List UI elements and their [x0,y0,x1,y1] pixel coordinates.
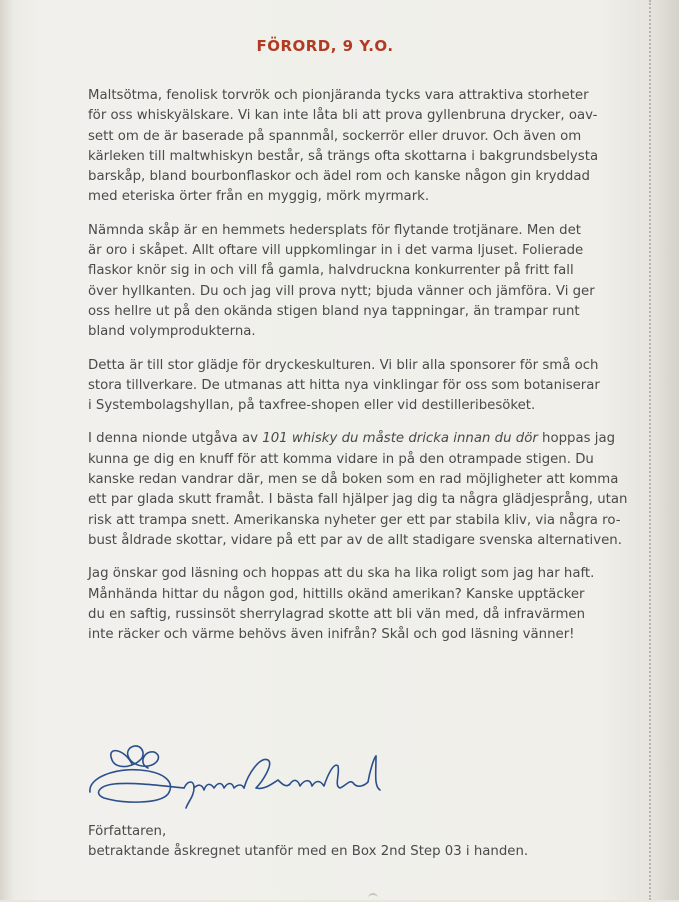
text-line: kunna ge dig en knuff för att komma vidare in på den otrampade stigen. Du [88,451,594,467]
author-label: Författaren, [88,824,167,839]
paragraph-4 [88,429,628,551]
book-title-italic: 101 whisky du måste dricka innan du dör [262,431,538,447]
page-bottom-mark [368,893,378,902]
signature-tail-stroke [376,756,380,790]
paragraph-5 [88,564,608,645]
text-line: du en saftig, russinsöt sherrylagrad skotte att bli vän med, då infravärmen [88,606,586,622]
text-line: bland volymprodukterna. [88,324,256,340]
text-line: för oss whiskyälskare. Vi kan inte låta bli att prova gyllenbruna drycker, oav- [88,108,598,124]
closing-signoff [88,822,628,862]
signature-surname-stroke [244,756,376,788]
paragraph-1 [88,86,608,208]
text-line: Detta är till stor glädje för dryckeskulturen. Vi blir alla sponsorer för små och [88,357,599,373]
text-line: i Systembolagshyllan, på taxfree-shopen eller vid destilleribesöket. [88,398,536,414]
signature-base-stroke [90,770,184,802]
text-line: inte räcker och värme behövs även inifrån? Skål och god läsning vänner! [88,627,575,643]
text-line: stora tillverkare. De utmanas att hitta nya vinklingar för oss som botaniserar [88,377,600,393]
foreword-body [88,86,628,658]
text-line: barskåp, bland bourbonflaskor och ädel rom och kanske någon gin kryddad [88,169,590,185]
signoff-line: betraktande åskregnet utanför med en Box 2nd Step 03 i handen. [88,844,529,859]
page-title: FÖRORD, 9 Y.O. [256,37,394,55]
text-line: risk att trampa snett. Amerikanska nyheter ger ett par stabila kliv, via några ro- [88,512,621,528]
text-line: Jag önskar god läsning och hoppas att du ska ha lika roligt som jag har haft. [88,566,595,582]
text-run: I denna nionde utgåva av [88,431,263,447]
text-line: Nämnda skåp är en hemmets hedersplats för flytande trotjänare. Men det [88,222,582,238]
text-line: med eteriska örter från en myggig, mörk myrmark. [88,189,430,205]
signature-loop-stroke [111,746,159,768]
text-line: kanske redan vandrar där, men se då boken som en rad möjligheter att komma [88,472,619,488]
paragraph-3 [88,356,608,417]
text-line: oss hellre ut på den okända stigen bland nya tappningar, än trampar runt [88,303,580,319]
author-signature [84,734,384,814]
text-line: ett par glada skutt framåt. I bästa fall hjälper jag dig ta några glädjesprång, utan [88,492,628,508]
text-run: hoppas jag [537,431,616,447]
signature-word-stroke [184,782,244,808]
text-line: Maltsötma, fenolisk torvrök och pionjäranda tycks vara attraktiva storheter [88,88,589,103]
text-line: flaskor knör sig in och vill få gamla, halvdruckna konkurrenter på fritt fall [88,263,574,279]
text-line: Månhända hittar du någon god, hittills okänd amerikan? Kanske upptäcker [88,586,585,602]
text-line [88,429,616,449]
text-line: bust åldrade skottar, vidare på ett par av de allt stadigare svenska alternativen. [88,532,622,548]
paragraph-2 [88,221,608,343]
text-line: är oro i skåpet. Allt oftare vill uppkomlingar in i det varma ljuset. Folierade [88,243,584,259]
text-line: över hyllkanten. Du och jag vill prova nytt; bjuda vänner och jämföra. Vi ger [88,283,595,299]
text-line: sett om de är baserade på spannmål, sockerrör eller druvor. Och även om [88,128,582,144]
text-line: kärleken till maltwhiskyn består, så trängs ofta skottarna i bakgrundsbelysta [88,148,599,164]
page-edge-perforation [649,0,651,900]
